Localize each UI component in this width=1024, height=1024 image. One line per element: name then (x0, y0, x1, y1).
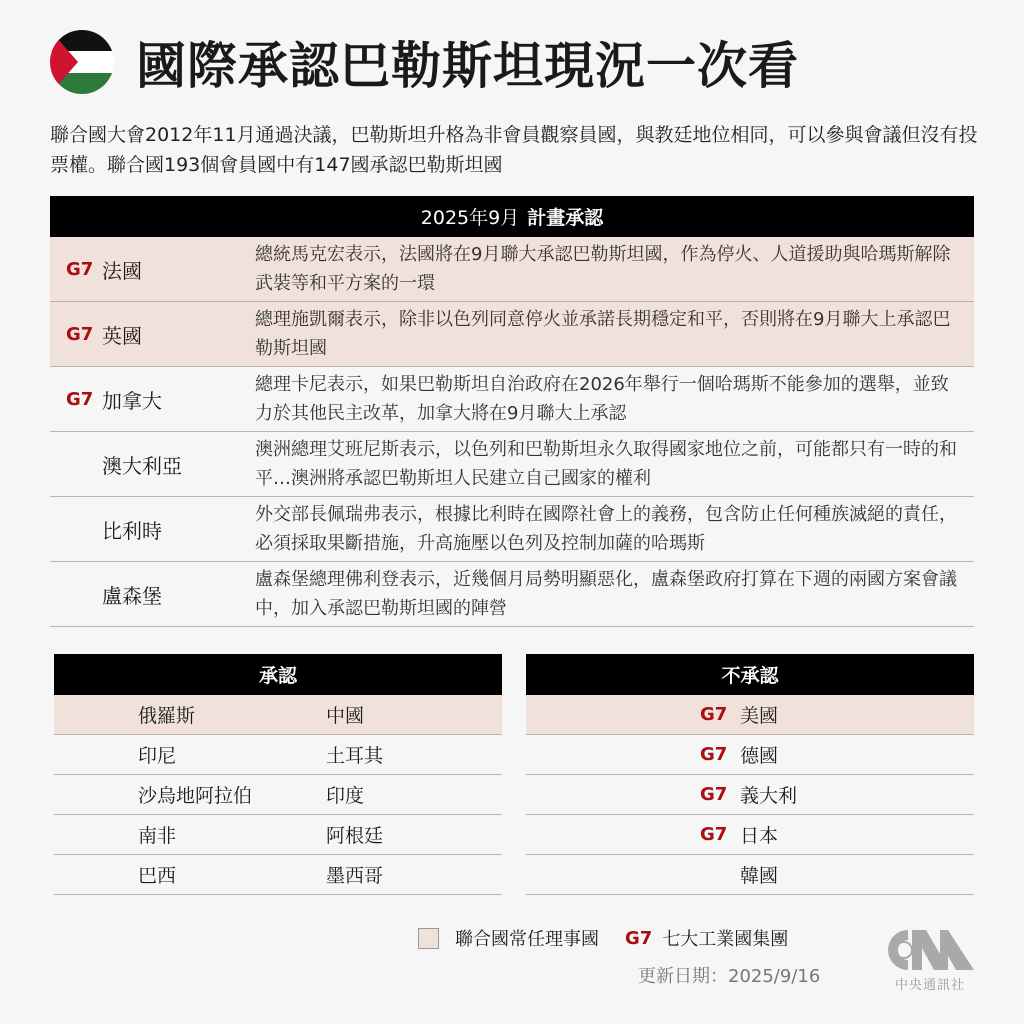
country-name: 盧森堡 (102, 583, 162, 608)
plan-row (50, 237, 974, 302)
not-recognize-row (526, 775, 974, 815)
update-date: 更新日期：2025/9/16 (638, 966, 821, 987)
recognize-header: 承認 (54, 654, 502, 695)
cna-logo-icon (882, 928, 978, 972)
plan-row (50, 302, 974, 367)
not-recognize-row (526, 815, 974, 855)
g7-tag: G7 (700, 704, 728, 725)
permanent-member-swatch (418, 928, 439, 949)
g7-tag: G7 (700, 784, 728, 805)
plan-row (50, 432, 974, 497)
country-name: 韓國 (740, 865, 779, 887)
g7-tag: G7 (66, 323, 94, 345)
plan-description: 總理卡尼表示，如果巴勒斯坦自治政府在2026年舉行一個哈瑪斯不能參加的選舉，並致力於其他民主改革，加拿大將在9月聯大上承認 (255, 374, 949, 424)
not-recognize-row (526, 695, 974, 735)
recognize-row (54, 735, 502, 775)
country-name: 俄羅斯 (138, 705, 196, 727)
legend-perm-label: 聯合國常任理事國 (455, 929, 599, 950)
g7-tag: G7 (66, 388, 94, 410)
planned-recognition-table (50, 196, 974, 627)
page-title: 國際承認巴勒斯坦現況一次看 (136, 37, 799, 95)
page-header (50, 28, 799, 96)
legend (418, 925, 788, 951)
country-name: 巴西 (138, 865, 177, 887)
country-name: 美國 (740, 705, 779, 727)
country-name: 英國 (102, 323, 142, 348)
plan-country (50, 385, 255, 414)
country-name: 義大利 (740, 785, 798, 807)
country-name: 南非 (138, 825, 177, 847)
country-name: 德國 (740, 745, 779, 767)
intro-paragraph: 聯合國大會2012年11月通過決議，巴勒斯坦升格為非會員觀察員國，與教廷地位相同，可以參與會議但沒有投票權。聯合國193個會員國中有147國承認巴勒斯坦國 (50, 124, 978, 176)
recognize-row (54, 695, 502, 735)
country-name: 墨西哥 (326, 865, 384, 887)
plan-country (50, 320, 255, 349)
g7-tag: G7 (700, 824, 728, 845)
country-name: 土耳其 (326, 745, 384, 767)
plan-description: 澳洲總理艾班尼斯表示，以色列和巴勒斯坦永久取得國家地位之前，可能都只有一時的和平…澳洲將承認巴勒斯坦人民建立自己國家的權利 (255, 439, 957, 489)
plan-country (50, 450, 255, 479)
plan-description: 總統馬克宏表示，法國將在9月聯大承認巴勒斯坦國，作為停火、人道援助與哈瑪斯解除武裝等和平方案的一環 (255, 244, 951, 294)
country-name: 加拿大 (102, 388, 162, 413)
not-recognize-header: 不承認 (526, 654, 974, 695)
header-label: 計畫承認 (527, 207, 604, 229)
recognize-table (54, 654, 502, 895)
country-name: 沙烏地阿拉伯 (138, 785, 253, 807)
country-name: 法國 (102, 258, 142, 283)
not-recognize-row (526, 855, 974, 895)
plan-row (50, 497, 974, 562)
not-recognize-table (526, 654, 974, 895)
planned-recognition-header (50, 196, 974, 237)
recognize-row (54, 855, 502, 895)
plan-description: 總理施凱爾表示，除非以色列同意停火並承諾長期穩定和平，否則將在9月聯大上承認巴勒斯坦國 (255, 309, 951, 359)
plan-row (50, 367, 974, 432)
country-name: 印度 (326, 785, 365, 807)
recognize-row (54, 815, 502, 855)
recognize-row (54, 775, 502, 815)
country-name: 比利時 (102, 518, 162, 543)
country-name: 澳大利亞 (102, 453, 182, 478)
country-name: 中國 (326, 705, 365, 727)
plan-row (50, 562, 974, 627)
plan-country (50, 255, 255, 284)
plan-description: 盧森堡總理佛利登表示，近幾個月局勢明顯惡化，盧森堡政府打算在下週的兩國方案會議中，加入承認巴勒斯坦國的陣營 (255, 569, 957, 619)
cna-logo (882, 928, 978, 993)
g7-tag: G7 (66, 258, 94, 280)
legend-g7-tag: G7 (625, 927, 653, 949)
g7-tag: G7 (700, 744, 728, 765)
header-date: 2025年9月 (420, 207, 520, 229)
country-name: 阿根廷 (326, 825, 384, 847)
country-name: 日本 (740, 825, 779, 847)
legend-g7-label: 七大工業國集團 (662, 929, 789, 950)
cna-logo-text: 中央通訊社 (894, 978, 965, 993)
not-recognize-row (526, 735, 974, 775)
plan-description: 外交部長佩瑞弗表示，根據比利時在國際社會上的義務，包含防止任何種族滅絕的責任，必須採取果斷措施，升高施壓以色列及控制加薩的哈瑪斯 (255, 504, 957, 554)
plan-country (50, 515, 255, 544)
palestine-flag-icon (50, 30, 114, 94)
country-name: 印尼 (138, 745, 177, 767)
plan-country (50, 580, 255, 609)
